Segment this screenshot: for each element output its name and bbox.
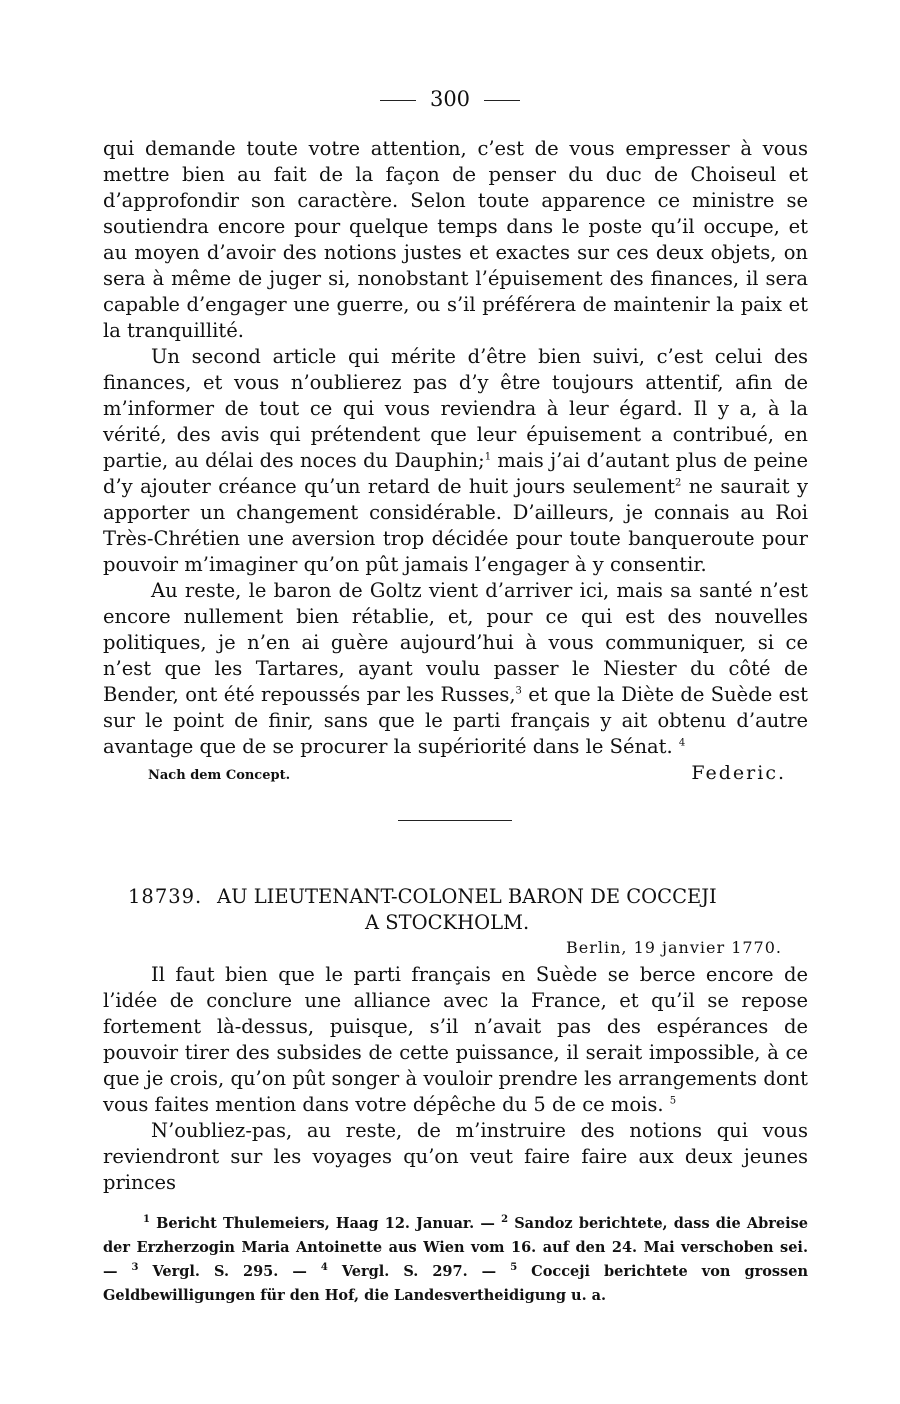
letter-number: 18739. [128, 885, 203, 908]
page-number-dash-left [380, 100, 416, 101]
footnote-marker: 1 [484, 451, 492, 463]
page-number [0, 86, 900, 112]
paragraph: Au reste, le baron de Goltz vient d’arriver ici, mais sa santé n’est encore nullement bien rétablie, et, pour ce qui est des nouvelles politiques, je n’en ai guère aujourd’hui à vous communiquer, si ce n’est que les Tartares, ayant voulu passer le Niester du côté de Bender, ont été repoussés par les Russes,$^3$ et que la Diète de Suède est sur le point de finir, sans que le parti français y ait obtenu d’autre avantage que de se procurer la supériorité dans le Sénat. $^4$ [103, 579, 808, 758]
paragraph: Un second article qui mérite d’être bien suivi, c’est celui des finances, et vous n’oublierez pas d’y être toujours attentif, afin de m’informer de tout ce qui vous reviendra à leur égard. Il y a, à la vérité, des avis qui prétendent que leur épuisement a contribué, en partie, au délai des noces du Dauphin;$^1$ mais j’ai d’autant plus de peine d’y ajouter créance qu’un retard de huit jours seulement$^2$ ne saurait y apporter un changement considérable. D’ailleurs, je connais au Roi Très-Chrétien une aversion trop décidée pour toute banqueroute pour pouvoir m’imaginer qu’on pût jamais l’engager à y consentir. [103, 345, 808, 576]
footnote-marker: 3 [515, 685, 522, 697]
page-number-text: 300 [429, 87, 471, 111]
footnote-text: $^1$ Bericht Thulemeiers, Haag 12. Januar. — $^2$ Sandoz berichtete, dass die Abreise der Erzherzogin Maria Antoinette aus Wien vom 16. auf den 24. Mai verschoben sei. — $^3$ Vergl. S. 295. — $^4$ Vergl. S. 297. — $^5$ Cocceji berichtete von grossen Geldbewilligungen für den Hof, die Landesvertheidigung u. a. [103, 1214, 808, 1304]
signature-line [103, 762, 808, 788]
section-divider [398, 820, 512, 821]
footnote-marker: 4 [678, 737, 686, 749]
letter-title-line1: AU LIEUTENANT-COLONEL BARON DE COCCEJI [217, 885, 717, 908]
footnote-marker: 2 [674, 477, 682, 489]
letter-title-line2: A STOCKHOLM. [365, 911, 530, 934]
dateline: Berlin, 19 janvier 1770. [566, 938, 782, 957]
footnote-marker: 5 [669, 1095, 677, 1107]
page-number-dash-right [484, 100, 520, 101]
letter-body [103, 962, 808, 1196]
source-note: Nach dem Concept. [148, 768, 291, 783]
paragraph: N’oubliez-pas, au reste, de m’instruire des notions qui vous reviendront sur les voyages qu’on veut faire faire aux deux jeunes princes [103, 1119, 808, 1194]
letter-continuation [103, 136, 808, 760]
paragraph: qui demande toute votre attention, c’est de vous empresser à vous mettre bien au fait de la façon de penser du duc de Choiseul et d’approfondir son caractère. Selon toute apparence ce ministre se soutiendra encore pour quelque temps dans le poste qu’il occupe, et au moyen d’avoir des notions justes et exactes sur ces deux objets, on sera à même de juger si, nonobstant l’épuisement des finances, il sera capable d’engager une guerre, ou s’il préférera de maintenir la paix et la tranquillité. [103, 137, 808, 342]
paragraph: Il faut bien que le parti français en Suède se berce encore de l’idée de conclure une alliance avec la France, et qu’il se repose fortement là-dessus, puisque, s’il n’avait pas des espérances de pouvoir tirer des subsides de cette puissance, il serait impossible, à ce que je crois, qu’on pût songer à vouloir prendre les arrangements dont vous faites mention dans votre dépêche du 5 de ce mois. $^5$ [103, 963, 808, 1116]
footnotes [103, 1212, 808, 1308]
signature: Federic. [691, 762, 786, 784]
